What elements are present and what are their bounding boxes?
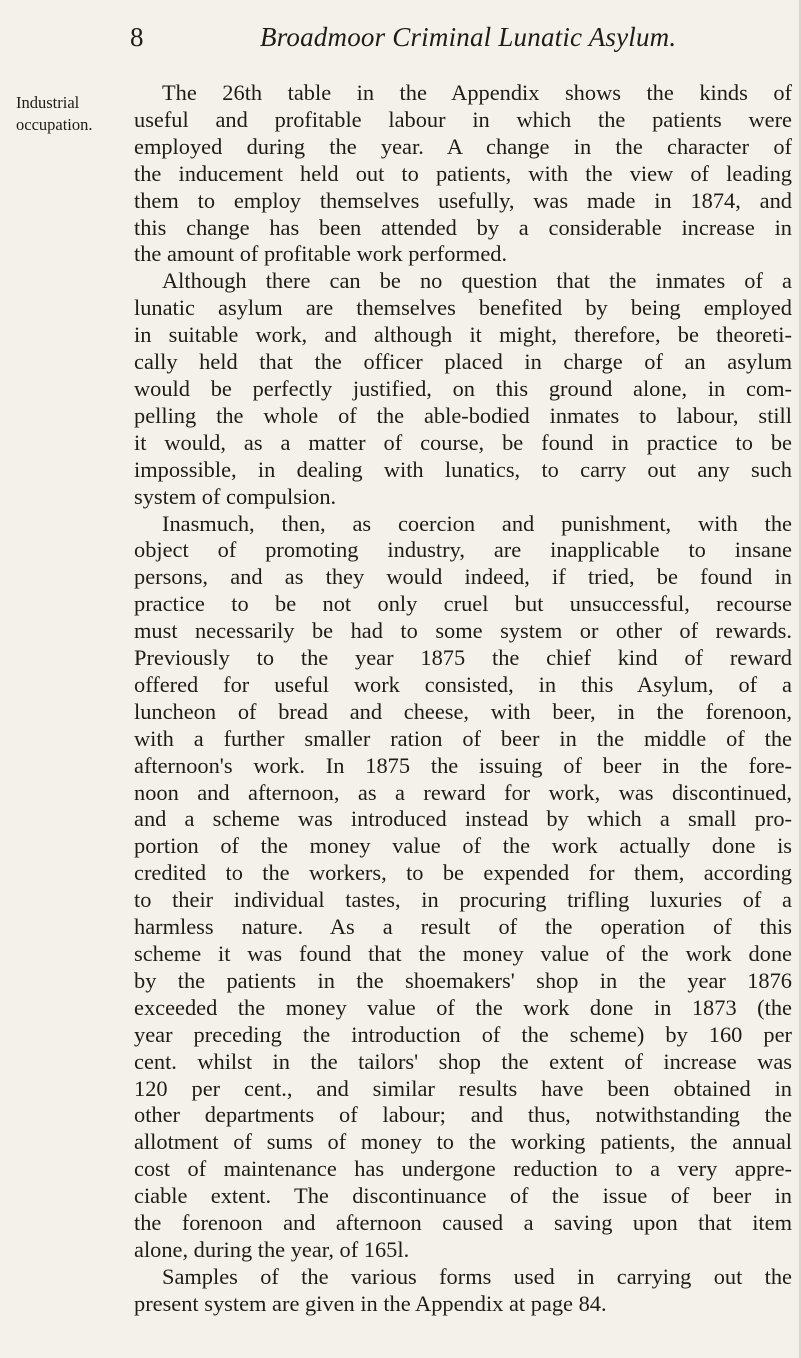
body-line: them to employ themselves usefully, was made in 1874, and	[134, 187, 792, 213]
body-line: offered for useful work consisted, in this Asylum, of a	[134, 671, 792, 697]
body-line: with a further smaller ration of beer in the middle of the	[134, 725, 792, 751]
body-line: Previously to the year 1875 the chief kind of reward	[134, 645, 792, 671]
body-line: by the patients in the shoemakers' shop in the year 1876	[134, 967, 792, 993]
margin-note	[16, 92, 116, 136]
body-line: practice to be not only cruel but unsuccessful, recourse	[134, 591, 792, 617]
body-line: Although there can be no question that the inmates of a	[162, 268, 792, 294]
body-line: must necessarily be had to some system or other of rewards.	[134, 618, 792, 644]
body-line: scheme it was found that the money value of the work done	[134, 941, 792, 966]
body-line: impossible, in dealing with lunatics, to carry out any such	[134, 456, 792, 482]
margin-note-line: Industrial	[16, 93, 80, 112]
body-line: the amount of profitable work performed.	[134, 241, 508, 267]
body-line: afternoon's work. In 1875 the issuing of beer in the fore-	[134, 752, 792, 778]
body-line: credited to the workers, to be expended for them, according	[134, 860, 792, 886]
body-line: present system are given in the Appendix at page 84.	[134, 1290, 607, 1316]
body-line: Inasmuch, then, as coercion and punishment, with the	[162, 510, 792, 536]
body-line: noon and afternoon, as a reward for work, was discontinued,	[134, 779, 792, 805]
body-line: other departments of labour; and thus, notwithstanding the	[134, 1102, 792, 1128]
body-line: year preceding the introduction of the scheme) by 160 per	[134, 1021, 792, 1047]
body-line: luncheon of bread and cheese, with beer, in the forenoon,	[134, 698, 792, 724]
body-line: 120 per cent., and similar results have been obtained in	[134, 1075, 792, 1101]
body-line: exceeded the money value of the work done in 1873 (the	[134, 994, 792, 1020]
body-line: persons, and as they would indeed, if tried, be found in	[134, 564, 792, 590]
page-header	[118, 22, 758, 58]
body-line: employed during the year. A change in the character of	[134, 133, 792, 159]
body-line: pelling the whole of the able-bodied inmates to labour, still	[134, 402, 792, 428]
body-line: alone, during the year, of 165l.	[134, 1236, 410, 1262]
body-line: would be perfectly justified, on this ground alone, in com-	[134, 375, 792, 401]
body-line: object of promoting industry, are inapplicable to insane	[134, 537, 792, 563]
body-line: The 26th table in the Appendix shows the kinds of	[162, 80, 792, 105]
body-line: system of compulsion.	[134, 483, 337, 509]
body-line: it would, as a matter of course, be found in practice to be	[134, 429, 792, 455]
body-line: the inducement held out to patients, with the view of leading	[134, 160, 792, 186]
body-line: useful and profitable labour in which the patients were	[134, 106, 792, 132]
body-line: cost of maintenance has undergone reduction to a very appre-	[134, 1156, 792, 1182]
margin-note-line: occupation.	[16, 115, 93, 134]
running-title: Broadmoor Criminal Lunatic Asylum.	[260, 22, 677, 52]
body-line: allotment of sums of money to the working patients, the annual	[134, 1129, 792, 1155]
body-line: this change has been attended by a considerable increase in	[134, 214, 792, 240]
body-line: cent. whilst in the tailors' shop the extent of increase was	[134, 1048, 792, 1074]
body-line: cally held that the officer placed in charge of an asylum	[134, 349, 792, 375]
body-line: the forenoon and afternoon caused a saving upon that item	[134, 1210, 792, 1236]
body-line: in suitable work, and although it might, therefore, be theoreti-	[134, 322, 792, 348]
body-line: portion of the money value of the work actually done is	[134, 833, 792, 859]
body-line: harmless nature. As a result of the operation of this	[134, 914, 792, 940]
body-line: to their individual tastes, in procuring trifling luxuries of a	[134, 887, 792, 913]
page-number: 8	[130, 22, 144, 52]
body-text	[134, 80, 792, 1318]
body-line: ciable extent. The discontinuance of the issue of beer in	[134, 1183, 792, 1209]
body-line: and a scheme was introduced instead by which a small pro-	[134, 806, 792, 832]
body-line: Samples of the various forms used in carrying out the	[162, 1263, 792, 1289]
body-line: lunatic asylum are themselves benefited by being employed	[134, 295, 792, 321]
